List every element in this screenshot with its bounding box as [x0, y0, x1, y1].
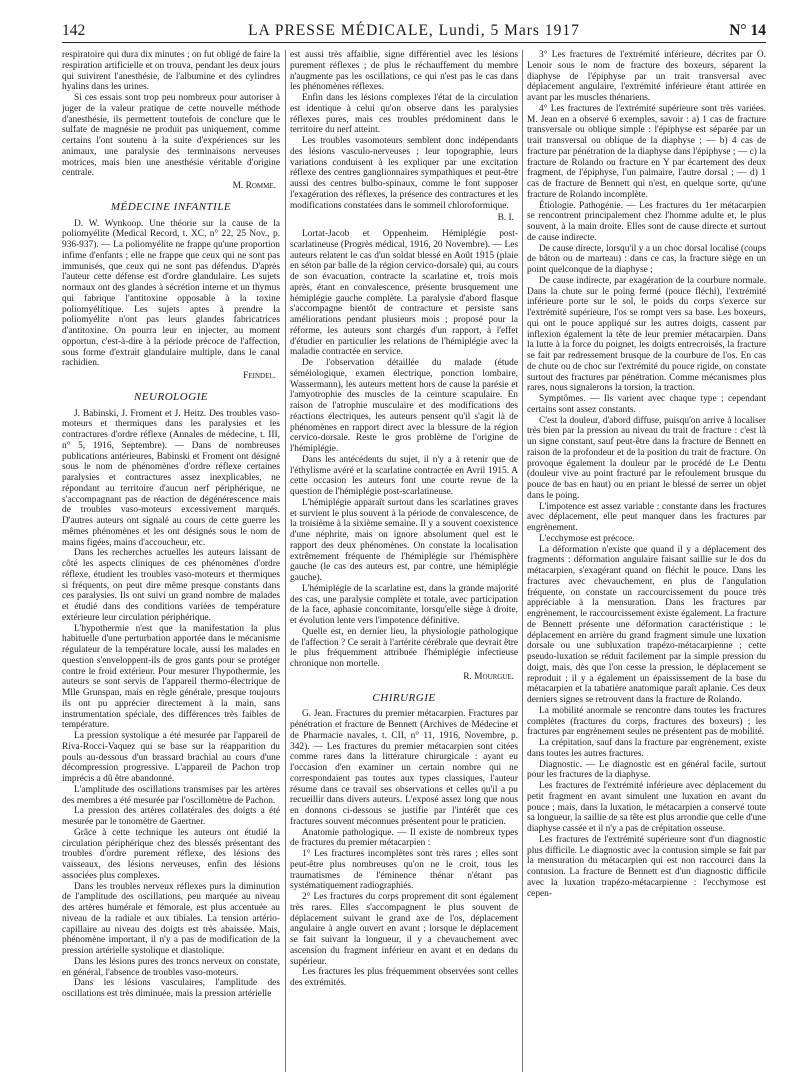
- paragraph: Les fractures de l'extrémité supérieure sont d'un diagnostic plus difficile. Le diagnostic avec la contusion simple se fait par la mensuration du métacarpien qui est non raccourci dans la contusion. La fracture de Bennett est d'un diagnostic difficile avec la luxation trapézo-métacarpienne : l'ecchymose est cepen-: [527, 834, 766, 899]
- column-divider: [522, 50, 523, 1072]
- header-rule: [62, 42, 766, 43]
- column-middle: [290, 50, 518, 1072]
- article-abstract: D. W. Wynkoop. Une théorie sur la cause de la poliomyélite (Medical Record, t. XC, n° 22, 25 Nov., p. 936-937). — La poliomyélite ne frappe qu'une proportion infime d'enfants ; elle ne frappe que ceux qui ne sont pas immunisés, que ceux qui ne sont pas défendus. D'après l'auteur cette défense est d'ordre glandulaire. Les sujets normaux ont des glandes à sécrétion interne et un thymus qui fabrique l'antitoxine opposable à la toxine poliomyélitique. Les sujets aptes à prendre la poliomyélite n'ont pas leurs glandes fabricatrices d'antitoxine. On pourra leur en injecter, au moment opportun, c'est-à-dire à la période précoce de l'affection, sous forme d'extrait glandulaire multiple, dans le canal rachidien.: [62, 218, 280, 369]
- section-heading: NEUROLOGIE: [133, 390, 209, 403]
- page-header: [62, 22, 766, 44]
- paragraph: La crépitation, sauf dans la fracture par engrènement, existe dans toutes les autres fractures.: [527, 738, 766, 759]
- paragraph: Dans les antécédents du sujet, il n'y a à retenir que de l'éthylisme avéré et la scarlatine contractée en Avril 1915. A cette occasion les auteurs font une courte revue de la question de l'hémiplégie post-scarlatineuse.: [290, 454, 518, 497]
- paragraph: 3° Les fractures de l'extrémité inférieure, décrites par O. Lenoir sous le nom de fracture des boxeurs, séparent la diaphyse de l'épiphyse par un trait transversal avec déplacement angulaire, l'extrémité inférieure étant attirée en avant par les muscles thénariens.: [527, 50, 766, 103]
- paragraph: Les fractures les plus fréquemment observées sont celles des extrémités.: [290, 967, 518, 988]
- paragraph: L'hémiplégie apparaît surtout dans les scarlatines graves et survient le plus souvent à la période de convalescence, de la troisième à la sixième semaine. Il y a souvent coexistence d'une néphrite, mais on ignore absolument quel est le rapport des deux phénomènes. On constate la localisation extrêmement fréquente de l'hémiplégie sur l'hémisphère gauche (le cas des auteurs est, par contre, une hémiplégie gauche).: [290, 497, 518, 583]
- paragraph: 4° Les fractures de l'extrémité supérieure sont très variées. M. Jean en a observé 6 exemples, savoir : a) 1 cas de fracture transversale ou oblique simple : l'épiphyse est séparée par un trait transversal ou oblique de la diaphyse ; — b) 4 cas de fracture par pénétration de la diaphyse dans l'épiphyse ; — c) la fracture de Rolando ou fracture en Y par écartement des deux fragment, de l'épiphyse, l'un palmaire, l'autre dorsal ; — d) 1 cas de fracture de Bennett qui n'est, en quelque sorte, qu'une fracture de Rolando incomplète.: [527, 103, 766, 200]
- paragraph: est aussi très affaiblie, signe différentiel avec les lésions purement réflexes ; de plus le réchauffement du membre n'augmente pas les oscillations, ce qui n'est pas le cas dans les phénomènes réflexes.: [290, 50, 518, 93]
- paragraph: Anatomie pathologique. — Il existe de nombreux types de fractures du premier métacarpien :: [290, 827, 518, 849]
- paragraph: Grâce à cette technique les auteurs ont étudié la circulation périphérique chez des blessés présentant des troubles d'ordre purement réflexe, des lésions des vaisseaux, des lésions nerveuses, enfin des lésions associées plus complexes.: [62, 827, 280, 881]
- author-signature: M. Romme.: [232, 181, 276, 191]
- paragraph: De cause directe, lorsqu'il y a un choc dorsal localisé (coups de bâton ou de marteau) : dans ce cas, la fracture siège en un point quelconque de la diaphyse ;: [527, 243, 766, 275]
- paragraph: Dans les recherches actuelles les auteurs laissant de côté les aspects cliniques de ces phénomènes d'ordre réflexe, étudient les troubles vaso-moteurs et thermiques si fréquents, on peut dire même presque constants dans ces paralysies. Ils ont suivi un grand nombre de malades et étudié dans des conditions variées de température extérieure leur circulation périphérique.: [62, 548, 280, 623]
- author-signature: B. I.: [497, 213, 514, 224]
- paragraph: L'hémiplégie de la scarlatine est, dans la grande majorité des cas, une paralysie complète et totale, avec participation de la face, aphasie concomitante, lorsqu'elle siège à droite, et évolution lente vers l'impotence définitive.: [290, 583, 518, 626]
- article-abstract: G. Jean. Fractures du premier métacarpien. Fractures par pénétration et fracture de Bennett (Archives de Médecine et de Pharmacie navales, t. CII, n° 11, 1916, Novembre, p. 342). — Les fractures du premier métacarpien sont citées comme rares dans la littérature chirurgicale : ayant eu l'occasion d'en examiner un certain nombre qui ne correspondaient pas toutes aux types classiques, l'auteur résume dans ce travail ses observations et celles qu'il a pu recueillir dans divers auteurs. L'exposé assez long que nous en donnons ci-dessous se justifie par l'intérêt que ces fractures souvent méconnues présentent pour le praticien.: [290, 709, 518, 827]
- page-number: 142: [62, 22, 86, 39]
- paragraph: Les troubles vasomoteurs semblent donc indépendants des lésions vasculo-nerveuses ; leur topographie, leurs variations conduisent à les expliquer par une excitation réflexe des centres ganglionnaires sympathiques et peut-être aussi des centres bulbo-spinaux, comme le font supposer l'exagération des réflexes, la présence des contractures et les modifications constatées dans le sommeil chloroformique.: [290, 136, 518, 211]
- paragraph: De cause indirecte, par exagération de la courbure normale. Dans la chute sur le poing fermé (pouce fléchi), l'extrémité inférieure porte sur le sol, le poids du corps s'exerce sur l'extrémité supérieure, l'os se rompt vers sa base. Les boxeurs, qui ont le pouce appliqué sur les autres doigts, cassent par inflexion également la tête de leur premier métacarpien. Dans la lutte à la force du poignet, les doigts entrecroisés, la fracture se fait par redressement brusque de la courbure de l'os. En cas de chute ou de choc sur l'extrémité du pouce rigide, on constate surtout des fractures par pénétration. Comme mécanismes plus rares, nous signalerons la torsion, la traction.: [527, 275, 766, 394]
- paragraph: Dans les lésions pures des troncs nerveux on constate, en général, l'absence de troubles vaso-moteurs.: [62, 956, 280, 978]
- paragraph: respiratoire qui dura dix minutes ; on fut obligé de faire la respiration artificielle et on trouva, pendant les deux jours qui suivirent l'anesthésie, de l'albumine et des cylindres hyalins dans les urines.: [62, 50, 280, 93]
- paragraph: La mobilité anormale se rencontre dans toutes les fractures complètes (fractures du corps, fractures des boxeurs) ; les fractures par engrènement seules ne présentent pas de mobilité.: [527, 705, 766, 738]
- paragraph: C'est la douleur, d'abord diffuse, puisqu'on arrive à localiser très bien par la pression au niveau du trait de fracture : c'est là un signe constant, sauf peut-être dans la fracture de Bennett en raison de la profondeur et de la position du trait de fracture. On provoque également la douleur par le procédé de Le Dentu (douleur vive au point fracturé par le refoulement brusque du pouce de bas en haut) ou en priant le blessé de serrer un objet dans le poing.: [527, 415, 766, 501]
- paragraph: Quelle est, en dernier lieu, la physiologie pathologique de l'affection ? Ce serait à l'artérite cérébrale que devrait être le plus fréquemment attribuée l'hémiplégie infectieuse chronique non mortelle.: [290, 626, 518, 669]
- author-signature: R. Mourgue.: [463, 671, 514, 682]
- section-heading: CHIRURGIE: [372, 691, 436, 704]
- paragraph: Diagnostic. — Le diagnostic est en général facile, surtout pour les fractures de la diaphyse.: [527, 759, 766, 781]
- column-divider: [285, 50, 286, 1072]
- author-signature: Feindel.: [243, 371, 276, 381]
- paragraph: La pression systolique a été mesurée par l'appareil de Riva-Rocci-Vaquez qui se base sur la réapparition du pouls au-dessous d'un brassard brachial au cours d'une décompression progressive. L'appareil de Pachon trop imprécis a dû être abandonné.: [62, 731, 280, 784]
- paragraph: Dans les troubles nerveux réflexes purs la diminution de l'amplitude des oscillations, peu marquée au niveau des artères humérale et fémorale, est plus accentuée au niveau de la radiale et aux tibiales. La tension artério-capillaire au niveau des doigts est très abaissée. Mais, phénomène important, il n'y a pas de modification de la pression artérielle systolique et diastolique.: [62, 881, 280, 956]
- article-abstract: Lortat-Jacob et Oppenheim. Hémiplégie post-scarlatineuse (Progrès médical, 1916, 20 Novembre). — Les auteurs relatent le cas d'un soldat blessé en Août 1915 (plaie en séton par balle de la région cervico-dorsale) qui, au cours de son évacuation, contracte la scarlatine et, trois mois après, étant en convalescence, présente brusquement une hémiplégie gauche complète. La paralysie d'abord flasque s'accompagne bientôt de contracture et persiste sans améliorations pendant plusieurs mois ; proposé pour la réforme, les auteurs sont chargés d'un rapport, à l'effet d'étudier en particulier les relations de l'hémiplégie avec la maladie contractée en service.: [290, 229, 518, 358]
- issue-number: N° 14: [729, 22, 766, 39]
- paragraph: Les fractures de l'extrémité inférieure avec déplacement du petit fragment en avant simulent une luxation en avant du pouce ; mais, dans la luxation, le métacarpien a conservé toute sa longueur, la saillie de sa tête est plus arrondie que celle d'une diaphyse cassée et il n'y a pas de crépitation osseuse.: [527, 781, 766, 834]
- paragraph: Étiologie. Pathogénie. — Les fractures du 1er métacarpien se rencontrent principalement chez l'homme adulte et, le plus souvent, à la main droite. Elles sont de cause directe et surtout de cause indirecte.: [527, 200, 766, 243]
- paragraph: L'amplitude des oscillations transmises par les artères des membres a été mesurée par l'oscillomètre de Pachon.: [62, 784, 280, 806]
- section-heading: MÉDECINE INFANTILE: [110, 200, 232, 213]
- article-abstract: J. Babinski, J. Froment et J. Heitz. Des troubles vaso-moteurs et thermiques dans les paralysies et les contractures d'ordre réflexe (Annales de médecine, t. III, n° 5, 1916, Septembre). — Dans de nombreuses publications antérieures, Babinski et Froment ont désigné sous le nom de phénomènes d'ordre réflexe certaines paralysies et contractures assez inexplicables, ne répondant au territoire d'aucun nerf périphérique, ne s'accompagnant pas de réaction de dégénérescence mais de troubles vaso-moteurs excessivement marqués. D'autres auteurs ont signalé au cours de cette guerre les mêmes phénomènes et les ont désignés sous le nom de mains figées, mains d'accoucheur, etc.: [62, 408, 280, 548]
- paragraph: L'impotence est assez variable : constante dans les fractures avec déplacement, elle peut manquer dans les fractures par engrènement.: [527, 501, 766, 533]
- paragraph: Si ces essais sont trop peu nombreux pour autoriser à juger de la valeur pratique de cette nouvelle méthode d'anesthésie, ils permettent toutefois de conclure que le sulfate de magnésie ne produit pas uniquement, comme certains l'ont soutenu à la suite d'expériences sur les animaux, une paralysie des terminaisons nerveuses motrices, mais bien une anesthésie véritable d'origine centrale.: [62, 93, 280, 179]
- paragraph: 1° Les fractures incomplètes sont très rares ; elles sont peut-être plus nombreuses qu'on ne le croit, tous les traumatismes de l'éminence thénar n'étant pas systématiquement radiographiés.: [290, 849, 518, 892]
- paragraph: La pression des artères collatérales des doigts a été mesurée par le tonomètre de Gaertner.: [62, 806, 280, 827]
- paragraph: De l'observation détaillée du malade (étude séméiologique, examen électrique, ponction lombaire, Wassermann), les auteurs mettent hors de cause la parésie et l'amyotrophie des muscles de la ceinture scapulaire. En raison de l'atrophie musculaire et des modifications des réactions électriques, les auteurs pensent qu'il s'agit là de phénomènes en rapport direct avec la blessure de la région cervico-dorsale. Reste le gros problème de l'origine de l'hémiplégie.: [290, 358, 518, 454]
- paragraph: 2° Les fractures du corps proprement dit sont également très rares. Elles s'accompagnent le plus souvent de déplacement suivant le grand axe de l'os, déplacement angulaire à angle ouvert en avant ; lorsque le déplacement se fait suivant la longueur, il y a chevauchement avec ascension du fragment inférieur en avant et en dedans du supérieur.: [290, 892, 518, 967]
- journal-title: LA PRESSE MÉDICALE, Lundi, 5 Mars 1917: [248, 22, 580, 39]
- column-left: [62, 50, 280, 1072]
- paragraph: L'hypothermie n'est que la manifestation la plus habituelle d'une perturbation apportée dans le mécanisme régulateur de la température locale, aussi les malades en question s'enveloppent-ils de gros gants pour se protéger contre le froid extérieur. Pour mesurer l'hypothermie, les auteurs se sont servis de l'appareil thermo-électrique de Mlle Grunspan, mais en règle générale, presque toujours ils ont pu apprécier directement à la main, sans instrumentation spéciale, des différences très faibles de température.: [62, 623, 280, 731]
- paragraph: Dans les lésions vasculaires, l'amplitude des oscillations est très diminuée, mais la pression artérielle: [62, 978, 280, 999]
- column-right: [527, 50, 766, 1072]
- paragraph: Enfin dans les lésions complexes l'état de la circulation est identique à celui qu'on observe dans les paralysies réflexes pures, mais ces troubles prédominent dans le territoire du nerf atteint.: [290, 93, 518, 136]
- paragraph: L'ecchymose est précoce.: [539, 533, 635, 544]
- paragraph: Symptômes. — Ils varient avec chaque type ; cependant certains sont assez constants.: [527, 394, 766, 415]
- paragraph: La déformation n'existe que quand il y a déplacement des fragments : déformation angulaire faisant saillie sur le dos du métacarpien, s'exagérant quand on fléchit le pouce. Dans les fractures avec chevauchement, en plus de l'angulation fréquente, on constate un raccourcissement du pouce très appréciable à la mensuration. Dans les fractures par engrènement, le raccourcissement existe également. La fracture de Bennett présente une déformation caractéristique : le déplacement en arrière du grand fragment simule une luxation dorsale ou une subluxation trapézo-métacarpienne ; cette pseudo-luxation se réduit facilement par la simple pression du doigt, mais, dès que l'on cesse la pression, le déplacement se reproduit ; il y a également un épaississement de la base du métacarpien et la tabatière anatomique paraît aplanie. Ces deux derniers signes se retrouvent dans la fracture de Rolando.: [527, 544, 766, 705]
